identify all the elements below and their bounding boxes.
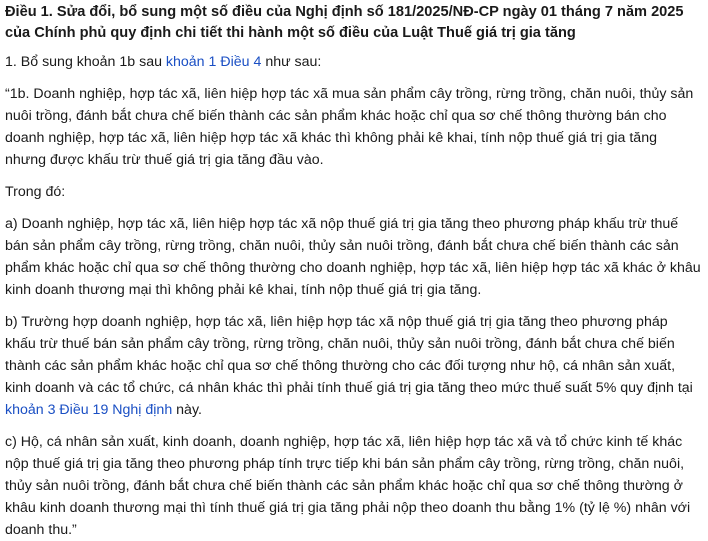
point-a: a) Doanh nghiệp, hợp tác xã, liên hiệp hợp tác xã nộp thuế giá trị gia tăng theo phương pháp khấu trừ thuế bán sản phẩm cây trồng, rừng trồng, chăn nuôi, thủy sản nuôi trồng, đánh bắt chưa chế biến thành các sản phẩm khác hoặc chỉ qua sơ chế thông thường cho doanh nghiệp, hợp tác xã, liên hiệp hợp tác xã khác ở khâu kinh doanh thương mại thì không phải kê khai, tính nộp thuế giá trị gia tăng. (5, 216, 701, 298)
trong-do-label: Trong đó: (5, 184, 66, 200)
clause-1-text-before: 1. Bổ sung khoản 1b sau (5, 54, 166, 70)
point-b-text-after: này. (172, 402, 202, 418)
link-khoan-3-dieu-19[interactable]: khoản 3 Điều 19 Nghị định (5, 402, 173, 418)
quoted-clause-1b: “1b. Doanh nghiệp, hợp tác xã, liên hiệp hợp tác xã mua sản phẩm cây trồng, rừng trồng, chăn nuôi, thủy sản nuôi trồng, đánh bắt chưa chế biến thành các sản phẩm khác hoặc chỉ qua sơ chế thông thường bán cho doanh nghiệp, hợp tác xã, liên hiệp hợp tác xã khác thì không phải kê khai, tính nộp thuế giá trị gia tăng nhưng được khấu trừ thuế giá trị gia tăng đầu vào. (5, 86, 694, 168)
article-title: Điều 1. Sửa đổi, bổ sung một số điều của Nghị định số 181/2025/NĐ-CP ngày 01 tháng 7 năm 2025 của Chính phủ quy định chi tiết thi hành một số điều của Luật Thuế giá trị gia tăng (5, 4, 684, 41)
clause-1 (5, 51, 701, 73)
point-b (5, 311, 701, 421)
link-khoan-1-dieu-4[interactable]: khoản 1 Điều 4 (165, 54, 262, 70)
point-c: c) Hộ, cá nhân sản xuất, kinh doanh, doanh nghiệp, hợp tác xã, liên hiệp hợp tác xã và tổ chức kinh tế khác nộp thuế giá trị gia tăng theo phương pháp tính trực tiếp khi bán sản phẩm cây trồng, rừng trồng, chăn nuôi, thủy sản nuôi trồng, đánh bắt chưa chế biến thành các sản phẩm khác hoặc chỉ qua sơ chế thông thường ở khâu kinh doanh thương mại thì tính thuế giá trị gia tăng phải nộp theo doanh thu bằng 1% (tỷ lệ %) nhân với doanh thu.” (5, 434, 691, 538)
point-b-text-before: b) Trường hợp doanh nghiệp, hợp tác xã, liên hiệp hợp tác xã nộp thuế giá trị gia tăng theo phương pháp khấu trừ thuế bán sản phẩm cây trồng, rừng trồng, chăn nuôi, thủy sản nuôi trồng, đánh bắt chưa chế biến thành các sản phẩm khác hoặc chỉ qua sơ chế thông thường cho các đối tượng như hộ, cá nhân sản xuất, kinh doanh và các tổ chức, cá nhân khác thì phải tính thuế giá trị gia tăng theo mức thuế suất 5% quy định tại (5, 314, 693, 396)
clause-1-text-after: như sau: (261, 54, 322, 70)
